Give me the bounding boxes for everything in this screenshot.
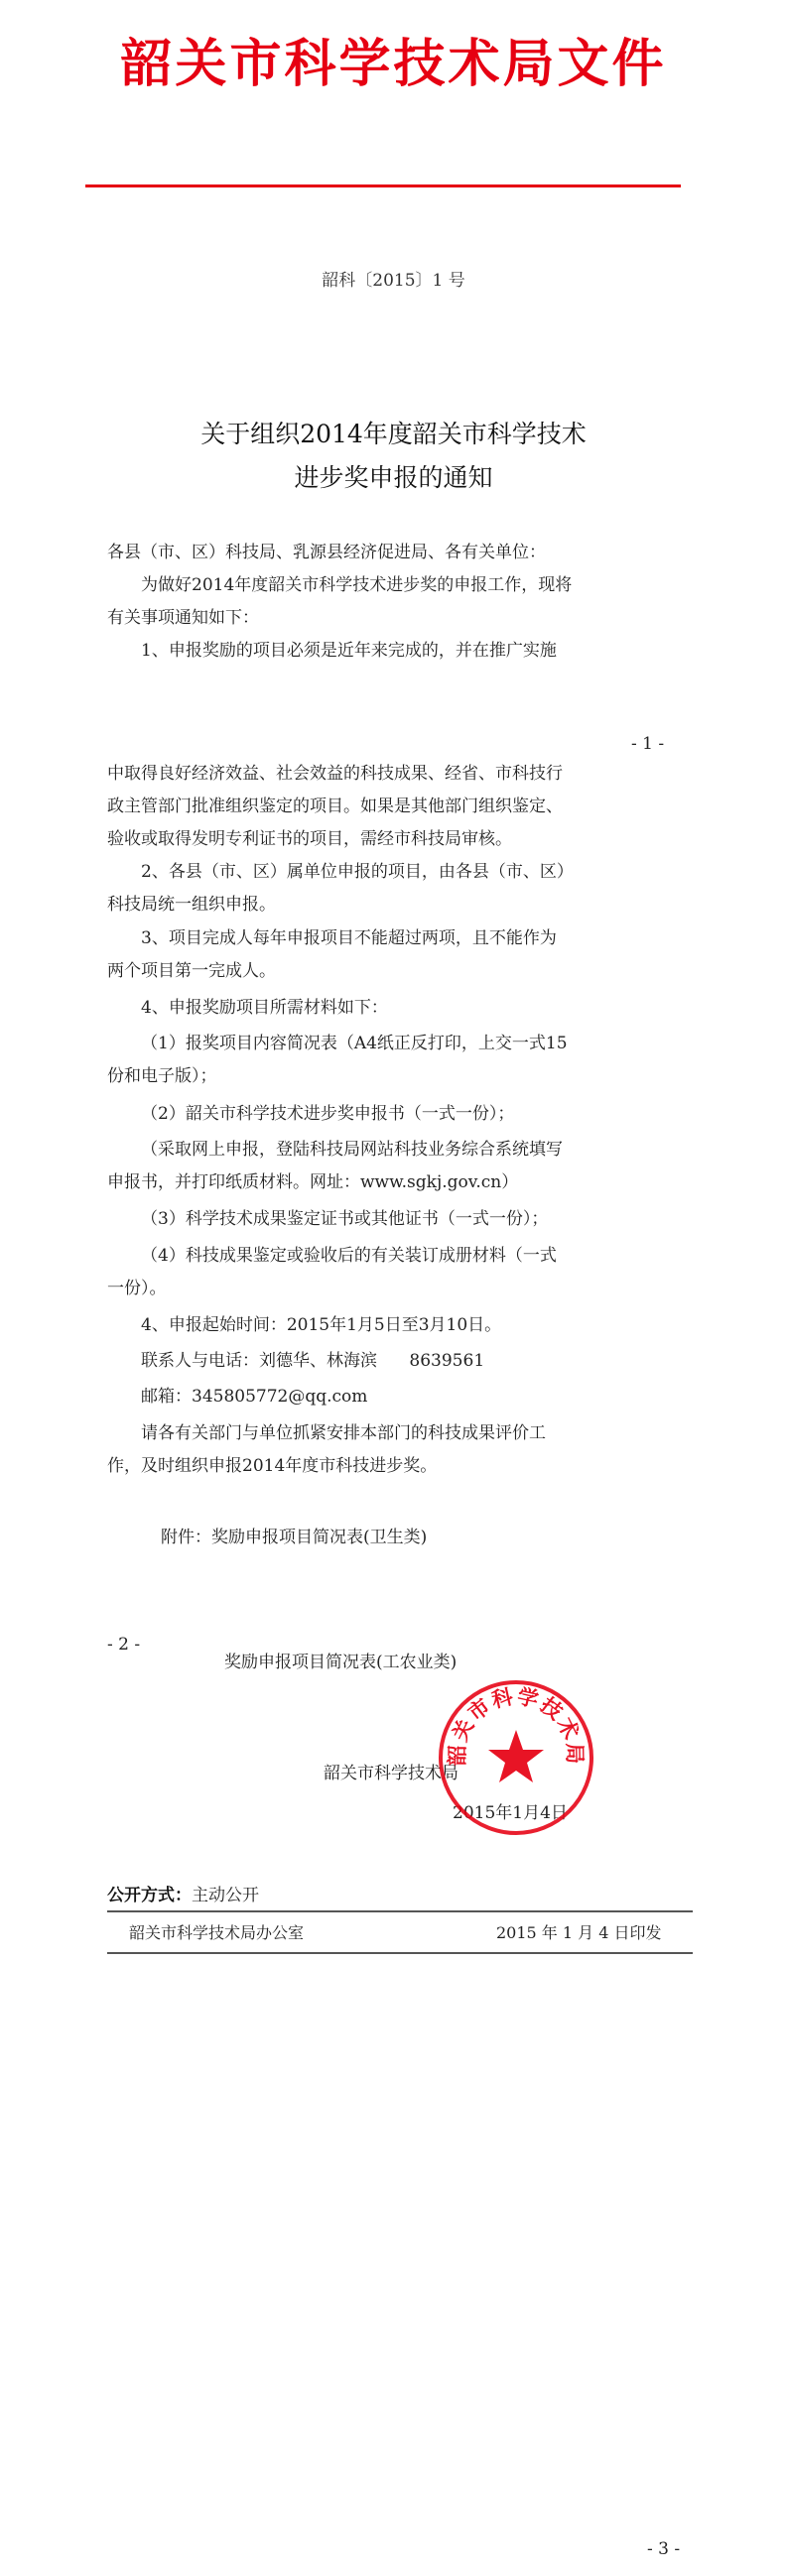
material-2-note-line: （采取网上申报，登陆科技局网站科技业务综合系统填写 <box>141 1140 563 1160</box>
material-1-line: （1）报奖项目内容简况表（A4纸正反打印，上交一式15 <box>141 1034 568 1053</box>
closing-line: 请各有关部门与单位抓紧安排本部门的科技成果评价工 <box>141 1423 546 1443</box>
material-4-line: （4）科技成果鉴定或验收后的有关装订成册材料（一式 <box>141 1246 557 1266</box>
sign-date: 2015年1月4日 <box>453 1803 568 1823</box>
intro-paragraph-line: 为做好2014年度韶关市科学技术进步奖的申报工作，现将 <box>141 575 573 595</box>
material-1-line: 份和电子版）； <box>107 1066 217 1086</box>
attachment-1: 附件：奖励申报项目简况表(卫生类) <box>161 1528 428 1547</box>
footer-issuer: 韶关市科学技术局办公室 <box>129 1923 305 1942</box>
official-seal <box>437 1678 595 1837</box>
seal-star-icon <box>488 1730 544 1782</box>
item2-line: 科技局统一组织申报。 <box>107 895 276 915</box>
material-2-note-line: 申报书，并打印纸质材料。网址：www.sgkj.gov.cn） <box>107 1172 519 1192</box>
item4-intro: 4、申报奖励项目所需材料如下： <box>141 998 388 1018</box>
material-4-line: 一份）。 <box>107 1279 167 1298</box>
contact-info: 联系人与电话：刘德华、林海滨 8639561 <box>141 1351 485 1371</box>
item1-line: 验收或取得发明专利证书的项目，需经市科技局审核。 <box>107 829 512 849</box>
disclosure-value: 主动公开 <box>192 1886 259 1905</box>
document-header-title: 韶关市科学技术局文件 <box>120 35 667 94</box>
document-number: 韶科〔2015〕1 号 <box>322 271 465 291</box>
item1-line: 1、申报奖励的项目必须是近年来完成的，并在推广实施 <box>141 641 557 661</box>
deadline: 4、申报起始时间：2015年1月5日至3月10日。 <box>141 1315 502 1335</box>
notice-title-line1: 关于组织2014年度韶关市科学技术 <box>200 420 587 448</box>
footer-divider-top <box>107 1910 693 1912</box>
disclosure-label: 公开方式： <box>107 1886 192 1905</box>
seal-graphic <box>437 1678 595 1837</box>
item1-line: 中取得良好经济效益、社会效益的科技成果、经省、市科技行 <box>107 764 563 784</box>
salutation: 各县（市、区）科技局、乳源县经济促进局、各有关单位： <box>107 543 546 562</box>
red-divider <box>85 184 681 187</box>
signatory: 韶关市科学技术局 <box>324 1764 459 1783</box>
footer-divider-bottom <box>107 1952 693 1954</box>
item3-line: 两个项目第一完成人。 <box>107 961 276 981</box>
footer-print-date: 2015 年 1 月 4 日印发 <box>496 1923 662 1942</box>
disclosure-row <box>107 1881 259 1905</box>
page-number: - 3 - <box>647 2539 681 2559</box>
notice-title-line2: 进步奖申报的通知 <box>294 463 493 492</box>
material-2: （2）韶关市科学技术进步奖申报书（一式一份）； <box>141 1104 515 1124</box>
item1-line: 政主管部门批准组织鉴定的项目。如果是其他部门组织鉴定、 <box>107 797 563 816</box>
page-number: - 1 - <box>631 734 665 754</box>
seal-text: 韶关市科学技术局 <box>445 1683 588 1767</box>
item3-line: 3、项目完成人每年申报项目不能超过两项，且不能作为 <box>141 928 557 948</box>
material-3: （3）科学技术成果鉴定证书或其他证书（一式一份）； <box>141 1209 549 1229</box>
closing-line: 作，及时组织申报2014年度市科技进步奖。 <box>107 1456 438 1476</box>
page-number: - 2 - <box>107 1635 141 1655</box>
item2-line: 2、各县（市、区）属单位申报的项目，由各县（市、区） <box>141 862 574 882</box>
attachment-2: 奖励申报项目简况表(工农业类) <box>224 1653 458 1672</box>
email-info: 邮箱：345805772@qq.com <box>141 1387 368 1407</box>
intro-paragraph-line: 有关事项通知如下： <box>107 608 259 628</box>
